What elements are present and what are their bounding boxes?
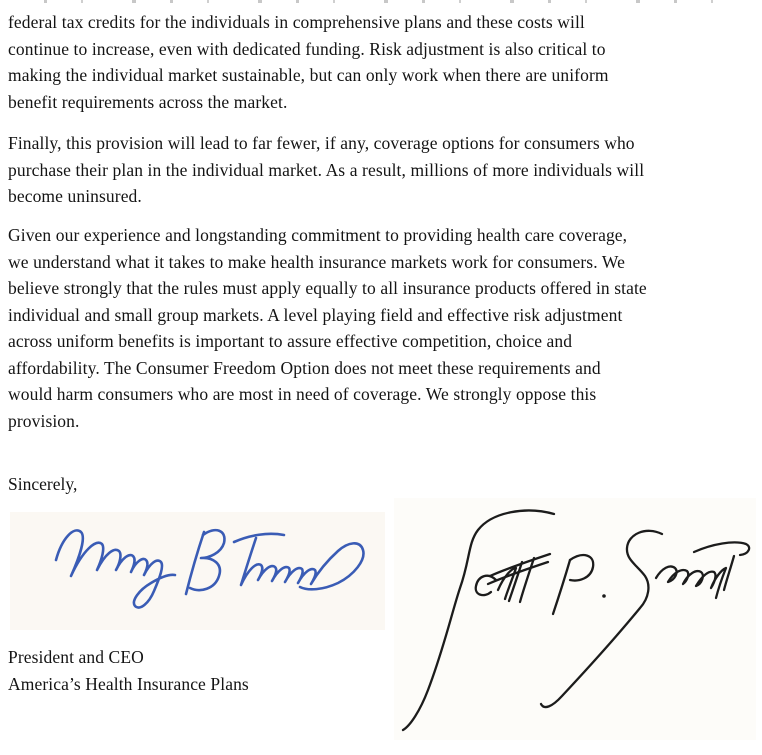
paragraph-3 bbox=[8, 222, 647, 434]
signature-ink-blue bbox=[10, 512, 385, 630]
text-line: across uniform benefits is important to assure effective competition, choice and bbox=[8, 331, 573, 351]
text-line: Given our experience and longstanding commitment to providing health care coverage, bbox=[8, 225, 628, 245]
closing-salutation: Sincerely, bbox=[8, 474, 78, 494]
text-line: purchase their plan in the individual market. As a result, millions of more individuals will bbox=[8, 159, 645, 180]
signature-marilyn-tavenner bbox=[10, 512, 385, 630]
text-line: continue to increase, even with dedicated funding. Risk adjustment is also critical to bbox=[8, 38, 606, 59]
signer-title: President and CEO bbox=[8, 647, 144, 667]
text-line: Finally, this provision will lead to far fewer, if any, coverage options for consumers who bbox=[8, 133, 635, 153]
signer-block-ahip bbox=[8, 644, 249, 698]
paragraph-1 bbox=[8, 9, 609, 115]
text-line: we understand what it takes to make health insurance markets work for consumers. We bbox=[8, 251, 625, 272]
signature-ink-black bbox=[394, 498, 756, 740]
text-line: believe strongly that the rules must apply equally to all insurance products offered in state bbox=[8, 278, 647, 298]
period-dot bbox=[602, 594, 606, 598]
previous-line-remnant bbox=[10, 0, 740, 3]
signer-organization: America’s Health Insurance Plans bbox=[8, 674, 249, 694]
text-line: would harm consumers who are most in need of coverage. We strongly oppose this bbox=[8, 384, 597, 404]
text-line: provision. bbox=[8, 410, 80, 431]
text-line: become uninsured. bbox=[8, 186, 142, 206]
text-line: federal tax credits for the individuals in comprehensive plans and these costs will bbox=[8, 12, 585, 32]
text-line: individual and small group markets. A level playing field and effective risk adjustment bbox=[8, 304, 623, 325]
text-line: benefit requirements across the market. bbox=[8, 91, 288, 112]
text-line: making the individual market sustainable, but can only work when there are uniform bbox=[8, 65, 609, 85]
signature-scott-serota bbox=[394, 498, 756, 740]
text-line: affordability. The Consumer Freedom Option does not meet these requirements and bbox=[8, 357, 601, 378]
paragraph-2 bbox=[8, 130, 644, 210]
